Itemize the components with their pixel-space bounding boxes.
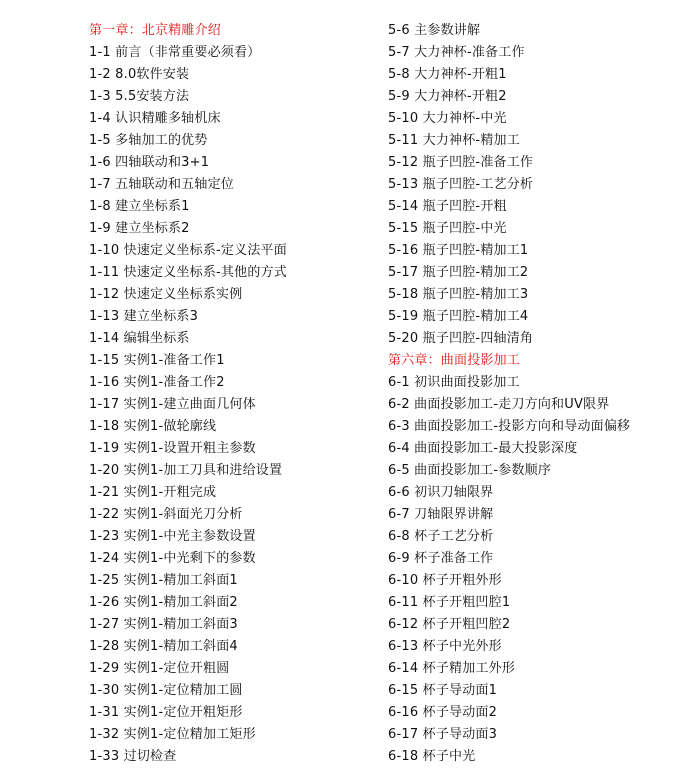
toc-item: 6-13 杯子中光外形 (388, 639, 502, 654)
toc-item: 1-14 编辑坐标系 (89, 331, 190, 346)
chapter-heading: 第六章：曲面投影加工 (388, 353, 521, 368)
toc-item: 5-13 瓶子凹腔-工艺分析 (388, 177, 534, 192)
toc-item: 6-10 杯子开粗外形 (388, 573, 502, 588)
toc-item: 1-19 实例1-设置开粗主参数 (89, 441, 256, 456)
toc-item: 1-8 建立坐标系1 (89, 199, 190, 214)
toc-item: 5-18 瓶子凹腔-精加工3 (388, 287, 529, 302)
toc-item: 5-19 瓶子凹腔-精加工4 (388, 309, 529, 324)
toc-item: 5-8 大力神杯-开粗1 (388, 67, 507, 82)
toc-item: 1-6 四轴联动和3+1 (89, 155, 210, 170)
toc-item: 1-7 五轴联动和五轴定位 (89, 177, 234, 192)
toc-item: 6-17 杯子导动面3 (388, 727, 498, 742)
toc-item: 1-29 实例1-定位开粗圆 (89, 661, 230, 676)
toc-item: 6-9 杯子准备工作 (388, 551, 494, 566)
toc-item: 1-15 实例1-准备工作1 (89, 353, 225, 368)
toc-item: 1-32 实例1-定位精加工矩形 (89, 727, 256, 742)
toc-item: 1-23 实例1-中光主参数设置 (89, 529, 256, 544)
toc-item: 1-28 实例1-精加工斜面4 (89, 639, 238, 654)
toc-item: 1-2 8.0软件安装 (89, 67, 190, 82)
toc-item: 5-10 大力神杯-中光 (388, 111, 507, 126)
toc-item: 5-12 瓶子凹腔-准备工作 (388, 155, 534, 170)
toc-item: 1-12 快速定义坐标系实例 (89, 287, 243, 302)
toc-item: 5-17 瓶子凹腔-精加工2 (388, 265, 529, 280)
toc-item: 1-3 5.5安装方法 (89, 89, 190, 104)
toc-item: 1-13 建立坐标系3 (89, 309, 199, 324)
toc-item: 5-15 瓶子凹腔-中光 (388, 221, 507, 236)
toc-item: 1-10 快速定义坐标系-定义法平面 (89, 243, 287, 258)
toc-right-column (388, 20, 688, 768)
toc-item: 6-11 杯子开粗凹腔1 (388, 595, 511, 610)
toc-item: 1-22 实例1-斜面光刀分析 (89, 507, 243, 522)
toc-item: 6-15 杯子导动面1 (388, 683, 498, 698)
toc-item: 5-20 瓶子凹腔-四轴清角 (388, 331, 534, 346)
toc-item: 1-1 前言（非常重要必须看） (89, 45, 261, 60)
toc-item: 1-27 实例1-精加工斜面3 (89, 617, 238, 632)
toc-item: 6-18 杯子中光 (388, 749, 476, 764)
toc-left-column (89, 20, 379, 768)
toc-item: 1-30 实例1-定位精加工圆 (89, 683, 243, 698)
toc-item: 6-4 曲面投影加工-最大投影深度 (388, 441, 578, 456)
toc-item: 6-8 杯子工艺分析 (388, 529, 494, 544)
toc-item: 6-2 曲面投影加工-走刀方向和UV限界 (388, 397, 610, 412)
toc-item: 5-16 瓶子凹腔-精加工1 (388, 243, 529, 258)
toc-item: 6-14 杯子精加工外形 (388, 661, 516, 676)
toc-item: 6-16 杯子导动面2 (388, 705, 498, 720)
toc-item: 1-5 多轴加工的优势 (89, 133, 208, 148)
toc-item: 6-3 曲面投影加工-投影方向和导动面偏移 (388, 419, 631, 434)
toc-item: 1-16 实例1-准备工作2 (89, 375, 225, 390)
toc-item: 5-9 大力神杯-开粗2 (388, 89, 507, 104)
toc-item: 1-18 实例1-做轮廓线 (89, 419, 217, 434)
toc-item: 1-21 实例1-开粗完成 (89, 485, 217, 500)
chapter-heading: 第一章：北京精雕介绍 (89, 23, 222, 38)
toc-item: 1-26 实例1-精加工斜面2 (89, 595, 238, 610)
toc-item: 6-1 初识曲面投影加工 (388, 375, 520, 390)
toc-item: 5-7 大力神杯-准备工作 (388, 45, 525, 60)
toc-item: 5-11 大力神杯-精加工 (388, 133, 520, 148)
toc-item: 6-6 初识刀轴限界 (388, 485, 494, 500)
toc-item: 1-25 实例1-精加工斜面1 (89, 573, 238, 588)
toc-item: 1-11 快速定义坐标系-其他的方式 (89, 265, 287, 280)
toc-item: 6-5 曲面投影加工-参数顺序 (388, 463, 552, 478)
toc-item: 1-31 实例1-定位开粗矩形 (89, 705, 243, 720)
toc-item: 6-7 刀轴限界讲解 (388, 507, 494, 522)
toc-item: 1-9 建立坐标系2 (89, 221, 190, 236)
toc-item: 1-33 过切检查 (89, 749, 177, 764)
toc-item: 1-20 实例1-加工刀具和进给设置 (89, 463, 283, 478)
toc-item: 1-17 实例1-建立曲面几何体 (89, 397, 256, 412)
toc-item: 5-14 瓶子凹腔-开粗 (388, 199, 507, 214)
toc-item: 1-4 认识精雕多轴机床 (89, 111, 221, 126)
toc-item: 1-24 实例1-中光剩下的参数 (89, 551, 256, 566)
toc-item: 6-12 杯子开粗凹腔2 (388, 617, 511, 632)
toc-item: 5-6 主参数讲解 (388, 23, 481, 38)
